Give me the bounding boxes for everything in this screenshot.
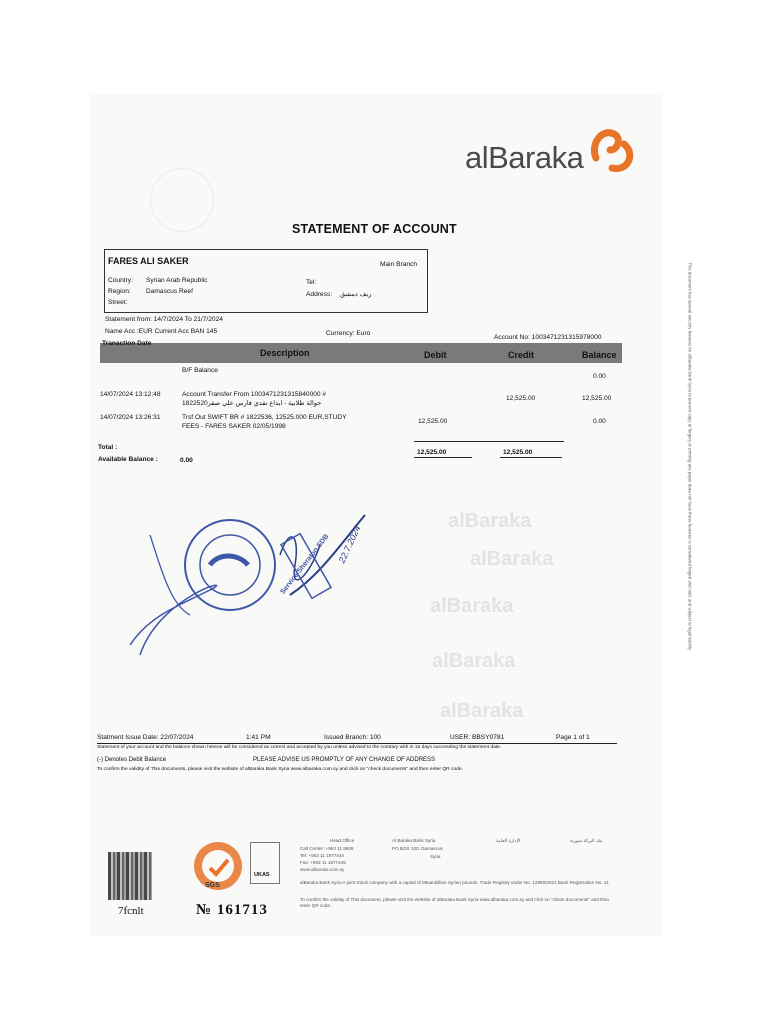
bf-balance: 0.00 — [593, 373, 606, 380]
page-number: Page 1 of 1 — [556, 734, 590, 741]
arabic-head-office: الإدارة العامة — [496, 838, 521, 843]
total-debit: 12,525.00 — [417, 449, 447, 456]
issue-date: Statment Issue Date: 22/07/2024 — [97, 734, 194, 741]
total-underline-debit — [414, 457, 472, 458]
contact-line: www.albaraka.com.sy — [300, 867, 345, 872]
bank-name-small: Al Baraka Bank Syria — [392, 838, 436, 843]
col-description: Description — [260, 348, 310, 358]
total-top-line — [414, 441, 564, 442]
issued-branch: Issued Branch: 100 — [324, 734, 381, 741]
serial-number: № 161713 — [196, 902, 268, 918]
service-stamp-text: Service Sheraton SDB — [279, 533, 331, 596]
street-label: Street: — [108, 299, 128, 306]
user-id: USER: BBSY0781 — [450, 734, 505, 741]
watermark-text: alBaraka — [470, 548, 554, 570]
ukas-label: UKAS — [254, 872, 270, 878]
bank-stamp-graphic — [100, 495, 400, 675]
qr-code — [108, 852, 152, 900]
watermark-text: alBaraka — [432, 650, 516, 672]
bf-label: B/F Balance — [182, 367, 218, 374]
row-desc-2: حوالة طلابية - ايداع نقدي فارس علي صقر1822520 — [182, 400, 322, 407]
faint-seal — [150, 168, 214, 232]
available-balance-label: Available Balance : — [98, 456, 158, 463]
row-date: 14/07/2024 13:26:31 — [100, 414, 161, 421]
row-date: 14/07/2024 13:12:48 — [100, 391, 161, 398]
arabic-bank-name: بنك البركة سورية — [570, 838, 603, 843]
address-advise: PLEASE ADVISE US PROMPTLY OF ANY CHANGE OF ADDRESS — [253, 757, 436, 763]
verification-code: 7fcnlt — [118, 905, 144, 917]
total-underline-credit — [500, 457, 562, 458]
debit-denote: (-) Denotes Debit Balance — [97, 757, 167, 763]
currency: Currency: Euro — [326, 330, 371, 337]
row-balance: 0.00 — [593, 418, 606, 425]
account-number: Account No: 1003471231315978000 — [494, 334, 602, 341]
total-credit: 12,525.00 — [503, 449, 533, 456]
col-balance: Balance — [582, 350, 617, 360]
col-credit: Credit — [508, 350, 535, 360]
sgs-label: SGS — [205, 882, 220, 889]
address-value: ريف دمشق — [340, 291, 372, 298]
country-label: Country: — [108, 277, 133, 284]
document-title: STATEMENT OF ACCOUNT — [292, 222, 457, 236]
region-value: Damascus Reef — [146, 288, 193, 295]
transaction-date-header: Tranaction Date — [102, 340, 152, 347]
issue-time: 1:41 PM — [246, 734, 271, 741]
company-info: alBaraka Bank Syria A joint Stock company with a capital of 08aanbillion Syrian pounds. Trade Registry under No. 12960/2021 Bank Registration No. 21 — [300, 880, 609, 885]
contact-line: Call Center: +963 11 9836 — [300, 846, 354, 851]
signature-date: 22.7.2024 — [336, 524, 363, 565]
branch-label: Main Branch — [380, 261, 418, 268]
confirm-small: To confirm the validity of This document, please visit the website of alBaraka Bank Syria www.albaraka.com.sy and click on "check documents" and then enter QR code. — [300, 897, 610, 908]
tel-label: Tel: — [306, 279, 317, 286]
footer-notice: Statement of your account and the balance shown hereon will be considered as correct and accepted by you unless advised to the contrary with in 15 days succeeding the statement date. — [97, 745, 502, 750]
col-debit: Debit — [424, 350, 447, 360]
country-small: Syria — [430, 854, 441, 859]
po-box: PO BOX 100, Damascus — [392, 846, 443, 851]
total-label: Total : — [98, 444, 118, 451]
contact-line: Fax: +963 11 1977445 — [300, 860, 346, 865]
country-value: Syrian Arab Republic — [146, 277, 208, 284]
watermark-text: alBaraka — [440, 700, 524, 722]
confirm-note: To confirm the validity of This documents, please visit the website of alBaraka Bank Syria www.albaraka.com.sy and click on "check documents" and then enter QR code. — [97, 767, 464, 772]
row-balance: 12,525.00 — [582, 395, 612, 402]
watermark-text: alBaraka — [448, 510, 532, 532]
row-debit: 12,525.00 — [418, 418, 448, 425]
bank-logo-icon — [588, 124, 636, 176]
watermark-text: alBaraka — [430, 595, 514, 617]
row-desc-2: FEES - FARES SAKER 02/05/1998 — [182, 423, 286, 430]
row-desc-1: Trsf Out SWIFT BR # 1822536, 12525.000 EUR,STUDY — [182, 414, 347, 421]
address-label: Address: — [306, 291, 333, 298]
head-office-label: Head Office — [330, 838, 355, 843]
customer-name: FARES ALI SAKER — [108, 256, 189, 266]
row-desc-1: Account Transfer From 1003471231315840000 # — [182, 391, 327, 398]
region-label: Region: — [108, 288, 131, 295]
bank-logo-text: alBaraka — [465, 140, 584, 175]
contact-line: Tel: +963 11 1977444 — [300, 853, 344, 858]
name-account: Name Acc :EUR Current Acc BAN 145 — [105, 328, 218, 335]
security-side-note: This document has special security features for alBaraka bank Syria to prevent copy or forgery or printing any paper does not have these features is considered forged and void, and subject to legal liability — [687, 262, 693, 651]
table-header-bar — [100, 343, 622, 363]
available-balance-value: 0.00 — [180, 457, 193, 464]
row-credit: 12,525.00 — [506, 395, 536, 402]
statement-period: Statement from: 14/7/2024 To 21/7/2024 — [105, 316, 223, 323]
footer-divider — [97, 743, 617, 744]
